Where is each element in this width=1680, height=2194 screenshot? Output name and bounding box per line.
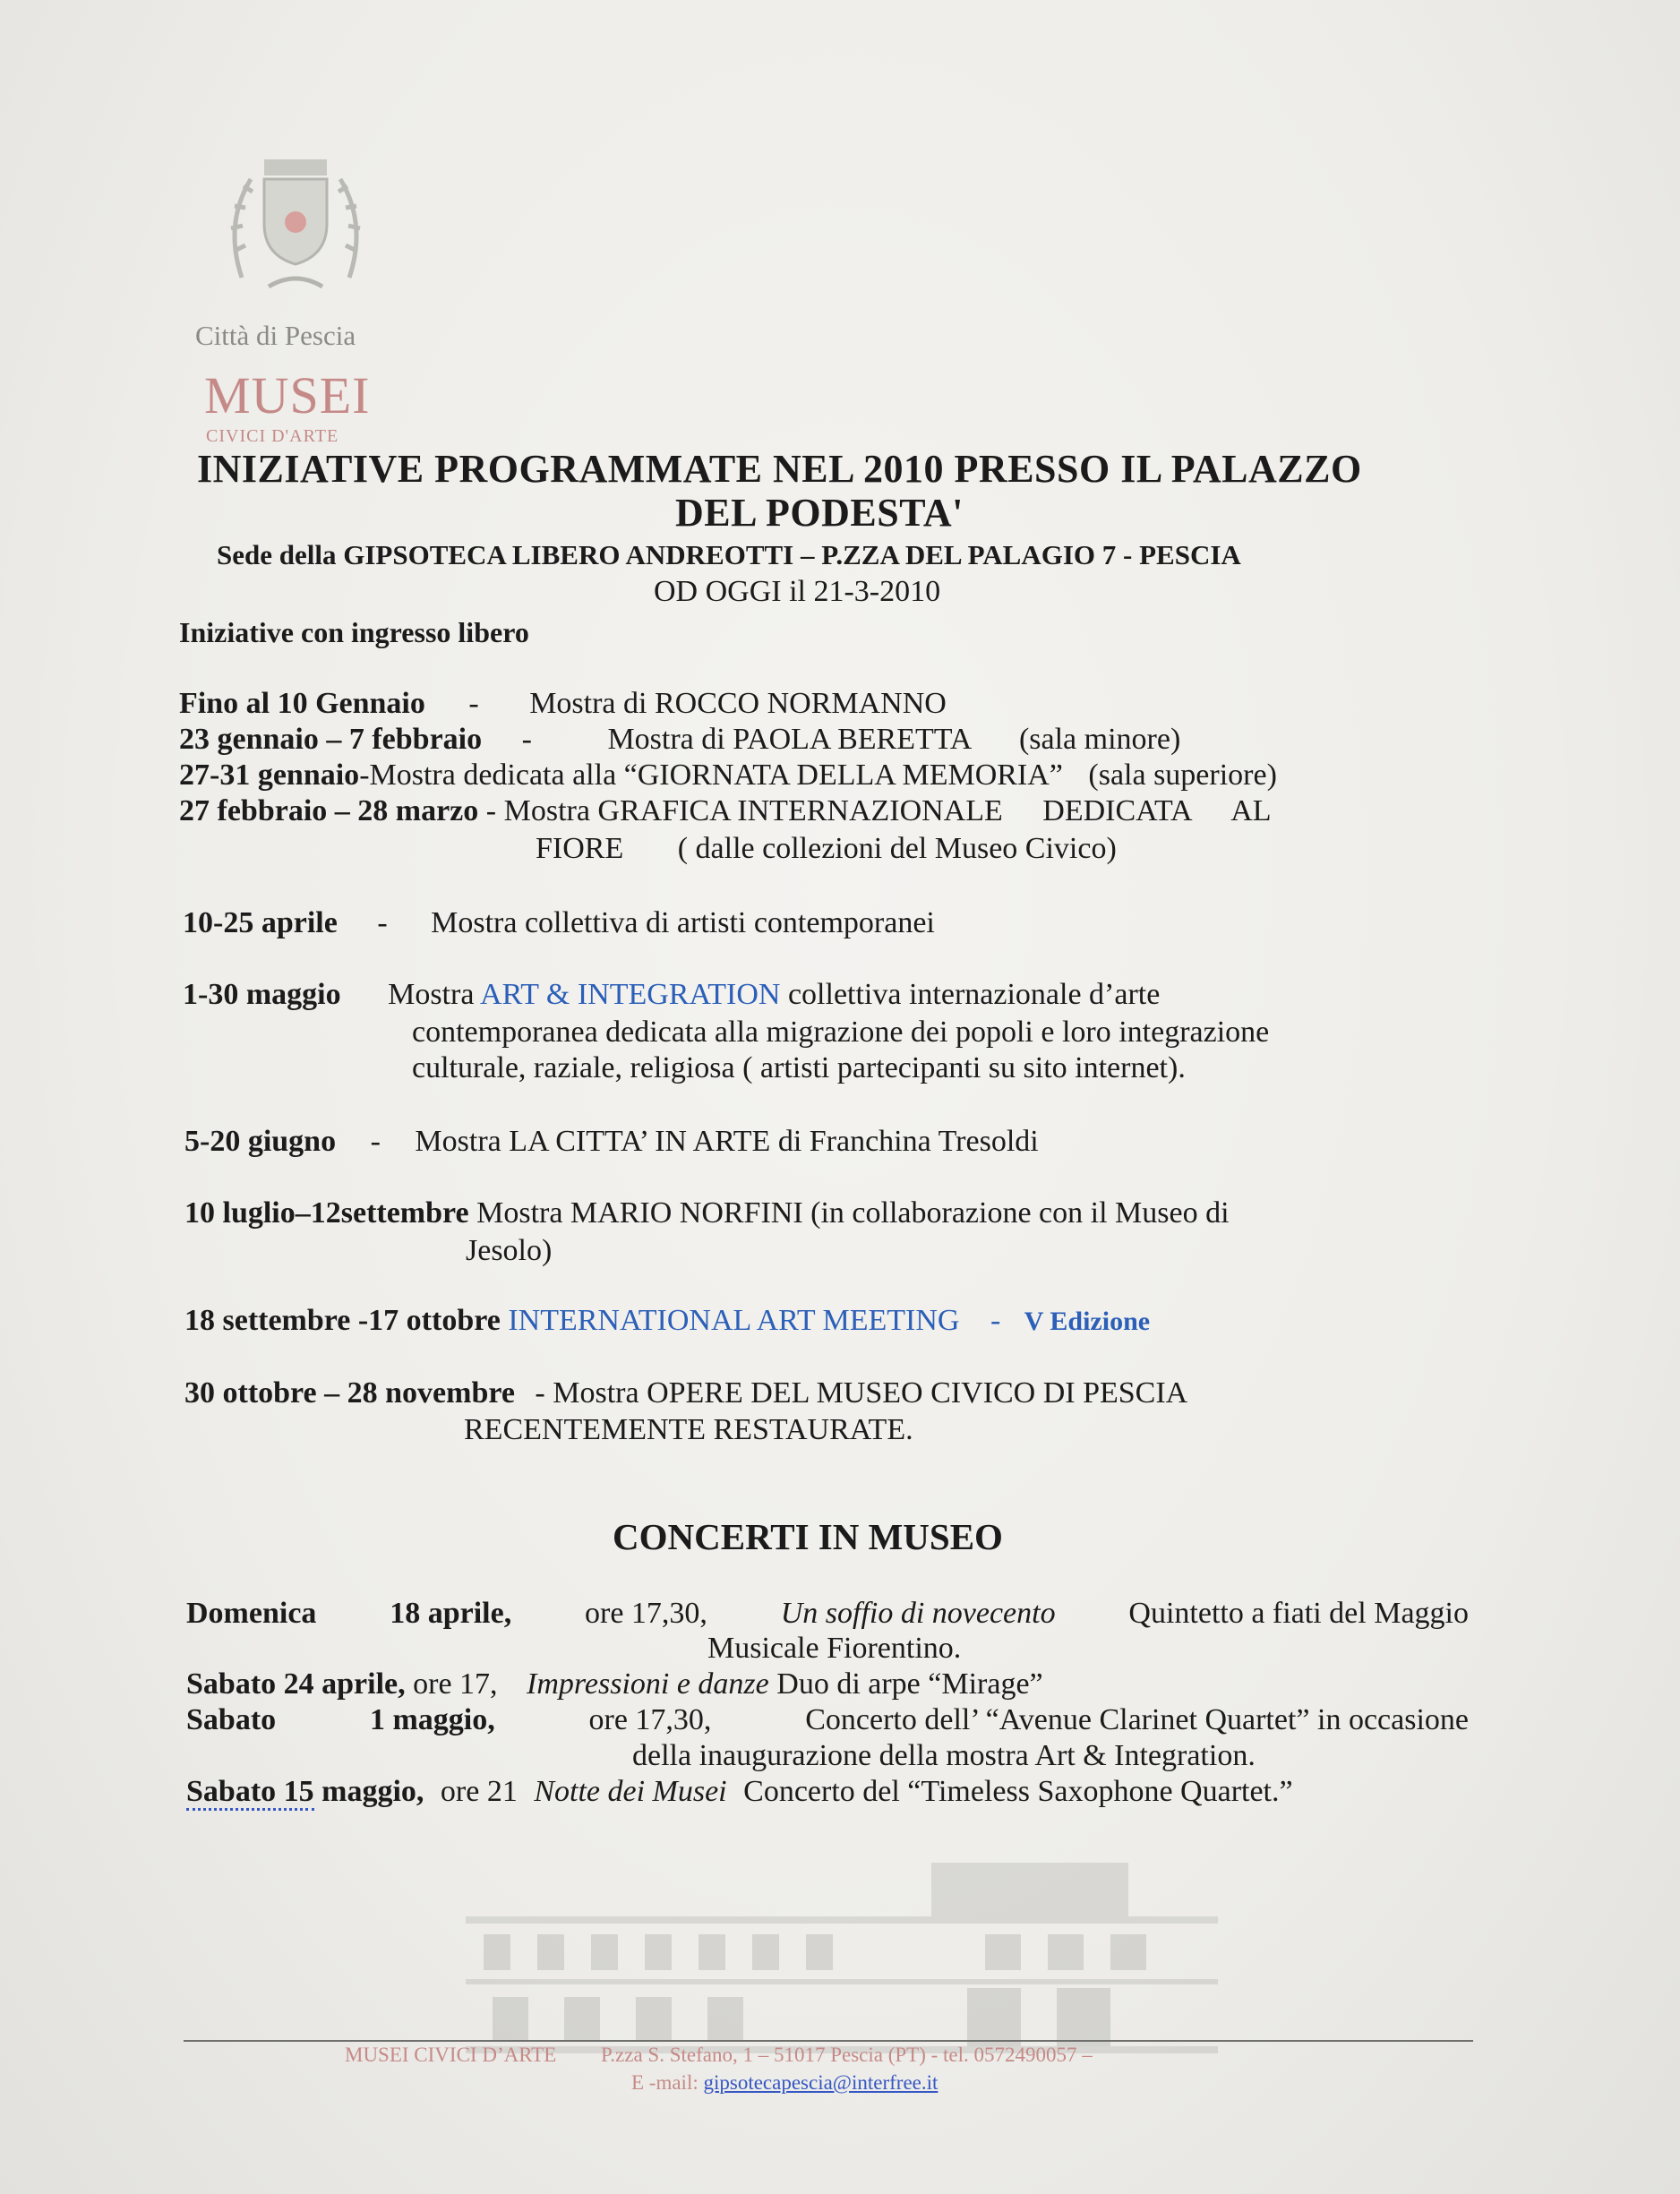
event-text: collettiva internazionale d’arte [780,978,1161,1011]
event-row [179,723,1180,757]
concert-title: Impressioni e danze [527,1667,769,1701]
concert-time: ore 17,30, [585,1597,707,1630]
logo-musei: MUSEI [204,366,371,424]
event-text: -Mostra dedicata alla “GIORNATA DELLA MEMORIA” [359,758,1063,792]
concert-text: Concerto del “Timeless Saxophone Quartet.” [743,1775,1293,1808]
footer-email-line [631,2071,938,2095]
palazzo-watermark-icon [466,1863,1218,2060]
footer-email-label: E -mail: [631,2071,699,2094]
event-sep: - [468,687,479,720]
footer-address-line [345,2044,1093,2067]
event-highlight: V Edizione [1024,1307,1151,1336]
event-row-continuation: RECENTEMENTE RESTAURATE. [464,1413,913,1446]
event-row-continuation: culturale, raziale, religiosa ( artisti partecipanti su sito internet). [412,1051,1186,1084]
concert-text: Concerto dell’ “Avenue Clarinet Quartet” in occasione [805,1703,1469,1736]
event-date: 23 gennaio – 7 febbraio [179,723,483,756]
concert-date: maggio, [321,1775,424,1808]
event-row [183,978,1160,1012]
concert-text: Duo di arpe “Mirage” [776,1667,1043,1701]
event-note: (sala superiore) [1088,758,1277,792]
page-title-line2: DEL PODESTA' [675,491,964,535]
concert-date: aprile, [321,1667,406,1701]
concert-date: 1 maggio, [369,1703,495,1736]
event-text: Mostra di PAOLA BERETTA [607,723,971,756]
event-date: 1-30 maggio [183,978,341,1011]
footer-email-link[interactable]: gipsotecapescia@interfree.it [703,2071,939,2094]
concert-time: ore 17,30, [588,1703,712,1736]
concert-time: ore 17, [413,1667,498,1701]
concert-day: Sabato 15 [186,1775,314,1811]
event-date: 27 febbraio – 28 marzo [179,794,479,827]
event-row-continuation: Jesolo) [466,1234,553,1267]
concert-row-continuation: della inaugurazione della mostra Art & Integration. [632,1739,1256,1772]
event-row [179,794,1272,828]
footer-address: P.zza S. Stefano, 1 – 51017 Pescia (PT) - tel. 0572490057 – [601,2044,1093,2066]
logo-civici: CIVICI D'ARTE [206,426,339,446]
event-date: Fino al 10 Gennaio [179,687,425,720]
event-row [184,1376,1187,1410]
event-date: 30 ottobre – 28 novembre [184,1376,515,1410]
event-row [184,1125,1039,1159]
event-note: (sala minore) [1018,723,1181,756]
date-line: OD OGGI il 21-3-2010 [654,575,941,608]
concert-date: 18 aprile, [390,1597,512,1630]
event-row [184,1196,1230,1230]
concert-row [186,1597,1469,1631]
event-highlight: INTERNATIONAL ART MEETING [508,1304,960,1337]
concert-day: Domenica [186,1597,317,1630]
event-highlight: ART & INTEGRATION [480,978,781,1011]
city-crest-icon [215,143,376,304]
event-text: - Mostra OPERE DEL MUSEO CIVICO DI PESCIA [535,1376,1188,1410]
event-date: 18 settembre -17 ottobre [184,1304,501,1337]
event-text: Mostra collettiva di artisti contemporanei [431,906,935,939]
concert-row-continuation: Musicale Fiorentino. [707,1632,962,1665]
page-title-line1: INIZIATIVE PROGRAMMATE NEL 2010 PRESSO IL PALAZZO [197,447,1362,491]
event-date: 5-20 giugno [184,1125,337,1158]
concert-row [186,1703,1469,1737]
event-text: FIORE [536,832,624,865]
event-date: 10-25 aprile [183,906,338,939]
event-text: - Mostra GRAFICA INTERNAZIONALE [485,794,1003,827]
footer-org: MUSEI CIVICI D’ARTE [345,2044,557,2066]
sede-line: Sede della GIPSOTECA LIBERO ANDREOTTI – P.ZZA DEL PALAGIO 7 - PESCIA [217,539,1241,570]
event-sep: - [521,723,532,756]
event-row [179,687,947,721]
event-text: Mostra MARIO NORFINI (in collaborazione con il Museo di [476,1196,1230,1230]
event-sep: - [990,1304,1001,1337]
event-text: Mostra [388,978,475,1011]
event-text: DEDICATA [1042,794,1191,827]
concert-row [186,1775,1293,1809]
concert-day: Sabato [186,1703,277,1736]
concert-row [186,1667,1043,1701]
concert-day: Sabato 24 [186,1667,314,1701]
event-row-continuation: contemporanea dedicata alla migrazione dei popoli e loro integrazione [412,1016,1270,1049]
ingresso-label: Iniziative con ingresso libero [179,616,529,648]
concert-title: Notte dei Musei [534,1775,727,1808]
event-date: 27-31 gennaio [179,758,360,792]
event-date: 10 luglio–12settembre [184,1196,469,1230]
concert-time: ore 21 [440,1775,518,1808]
concert-title: Un soffio di novecento [780,1597,1056,1630]
event-note: ( dalle collezioni del Museo Civico) [677,832,1117,865]
event-row-continuation [536,832,1117,866]
event-row [179,758,1277,793]
concert-text: Quintetto a fiati del Maggio [1128,1597,1469,1630]
logo-city-name: Città di Pescia [195,320,356,351]
concerti-title: CONCERTI IN MUSEO [613,1516,1003,1557]
event-sep: - [377,906,388,939]
event-row [183,906,935,940]
footer-divider [184,2040,1473,2042]
event-row [184,1304,1150,1338]
event-text: Mostra LA CITTA’ IN ARTE di Franchina Tresoldi [415,1125,1039,1158]
event-sep: - [370,1125,381,1158]
event-text: Mostra di ROCCO NORMANNO [529,687,947,720]
event-text: AL [1230,794,1272,827]
